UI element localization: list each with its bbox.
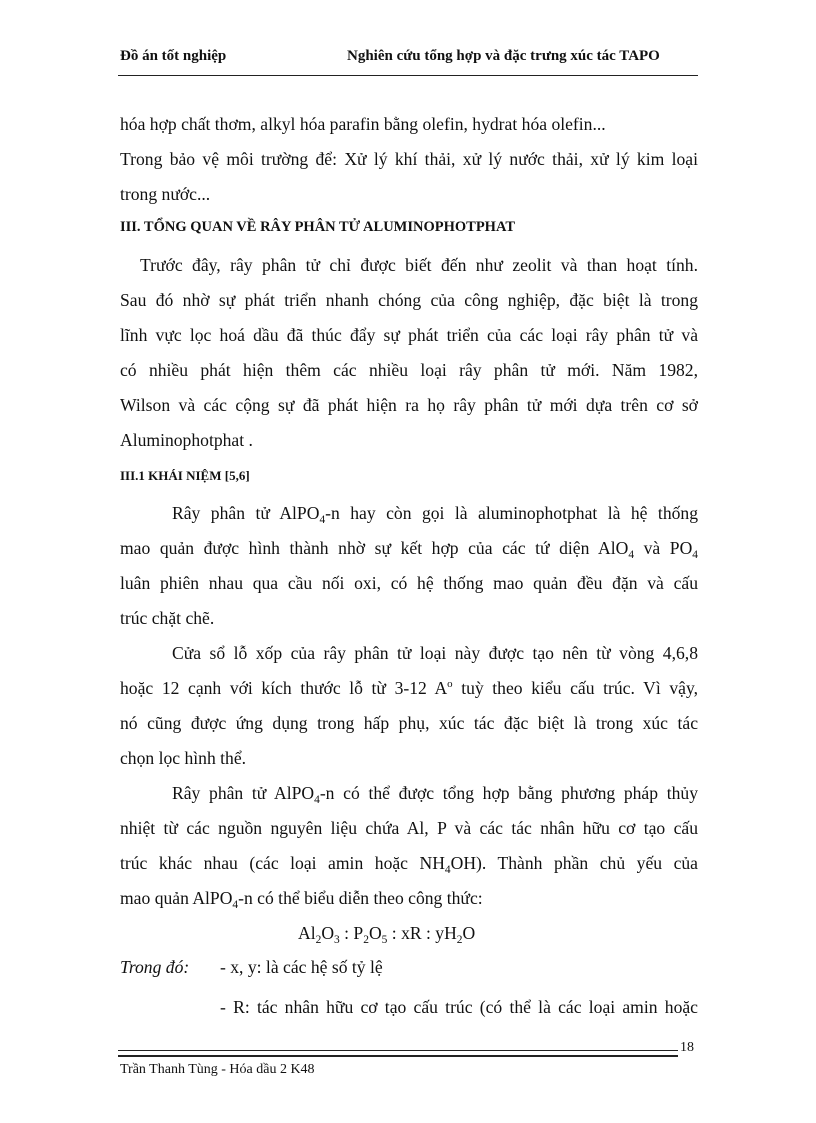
p1-line-3: luân phiên nhau qua cầu nối oxi, có hệ thống mao quản đều đặn và cấu [120, 573, 698, 593]
intro-line-2: Trong bảo vệ môi trường để: Xử lý khí thải, xử lý nước thải, xử lý kim loại [120, 149, 698, 169]
section-heading: III. TỔNG QUAN VỀ RÂY PHÂN TỬ ALUMINOPHOTPHAT [120, 219, 516, 235]
p2-line-4: chọn lọc hình thể. [120, 748, 247, 768]
section-paragraph-line: Wilson và các cộng sự đã phát hiện ra họ rây phân tử mới dựa trên cơ sở [120, 395, 698, 415]
p1-line-1: Rây phân tử AlPO$_4$-n hay còn gọi là aluminophotphat là hệ thống [172, 503, 699, 526]
p1-line-4: trúc chặt chẽ. [120, 608, 215, 628]
footer-rule [118, 1050, 678, 1057]
where-label: Trong đó: [120, 957, 190, 977]
section-paragraph-line: lĩnh vực lọc hoá dầu đã thúc đẩy sự phát triển của các loại rây phân tử và [120, 325, 698, 345]
intro-line-1: hóa hợp chất thơm, alkyl hóa parafin bằng olefin, hydrat hóa olefin... [120, 114, 606, 134]
header-rule [118, 75, 698, 76]
header-right: Nghiên cứu tổng hợp và đặc trưng xúc tác TAPO [347, 48, 660, 64]
where-item-2: - R: tác nhân hữu cơ tạo cấu trúc (có thể là các loại amin hoặc [220, 997, 698, 1017]
p3-line-4: mao quản AlPO$_4$-n có thể biểu diễn theo công thức: [120, 888, 483, 911]
section-paragraph-line: Aluminophotphat . [120, 430, 253, 450]
chemical-formula: $Al_2O_3$ : $P_2O_5$ : xR : $yH_2O$ [298, 923, 476, 946]
p3-line-1: Rây phân tử AlPO$_4$-n có thể được tổng hợp bằng phương pháp thủy [172, 783, 698, 806]
p3-line-2: nhiệt từ các nguồn nguyên liệu chứa Al, P và các tác nhân hữu cơ tạo cấu [120, 818, 698, 838]
p2-line-3: nó cũng được ứng dụng trong hấp phụ, xúc tác đặc biệt là trong xúc tác [120, 713, 698, 733]
section-paragraph-line: có nhiều phát hiện thêm các nhiều loại rây phân tử mới. Năm 1982, [120, 360, 698, 380]
section-paragraph-line: Trước đây, rây phân tử chỉ được biết đến như zeolit và than hoạt tính. [140, 255, 698, 275]
subsection-heading: III.1 KHÁI NIỆM [5,6] [120, 468, 250, 483]
footer-author: Trần Thanh Tùng - Hóa dầu 2 K48 [120, 1062, 315, 1077]
header-left: Đồ án tốt nghiệp [120, 48, 227, 64]
p2-line-2: hoặc 12 cạnh với kích thước lỗ từ 3-12 $A^o$ tuỳ theo kiểu cấu trúc. Vì vậy, [120, 678, 698, 698]
where-item-1: - x, y: là các hệ số tỷ lệ [220, 957, 383, 977]
p2-line-1: Cửa sổ lỗ xốp của rây phân tử loại này được tạo nên từ vòng 4,6,8 [172, 643, 698, 663]
p1-line-2: mao quản được hình thành nhờ sự kết hợp của các tứ diện AlO$_4$ và $PO_4$ [120, 538, 698, 561]
page-number: 18 [680, 1040, 694, 1055]
intro-line-3: trong nước... [120, 184, 211, 204]
section-paragraph-line: Sau đó nhờ sự phát triển nhanh chóng của công nghiệp, đặc biệt là trong [120, 290, 698, 310]
p3-line-3: trúc khác nhau (các loại amin hoặc $NH_4OH$). Thành phần chủ yếu của [120, 853, 698, 876]
